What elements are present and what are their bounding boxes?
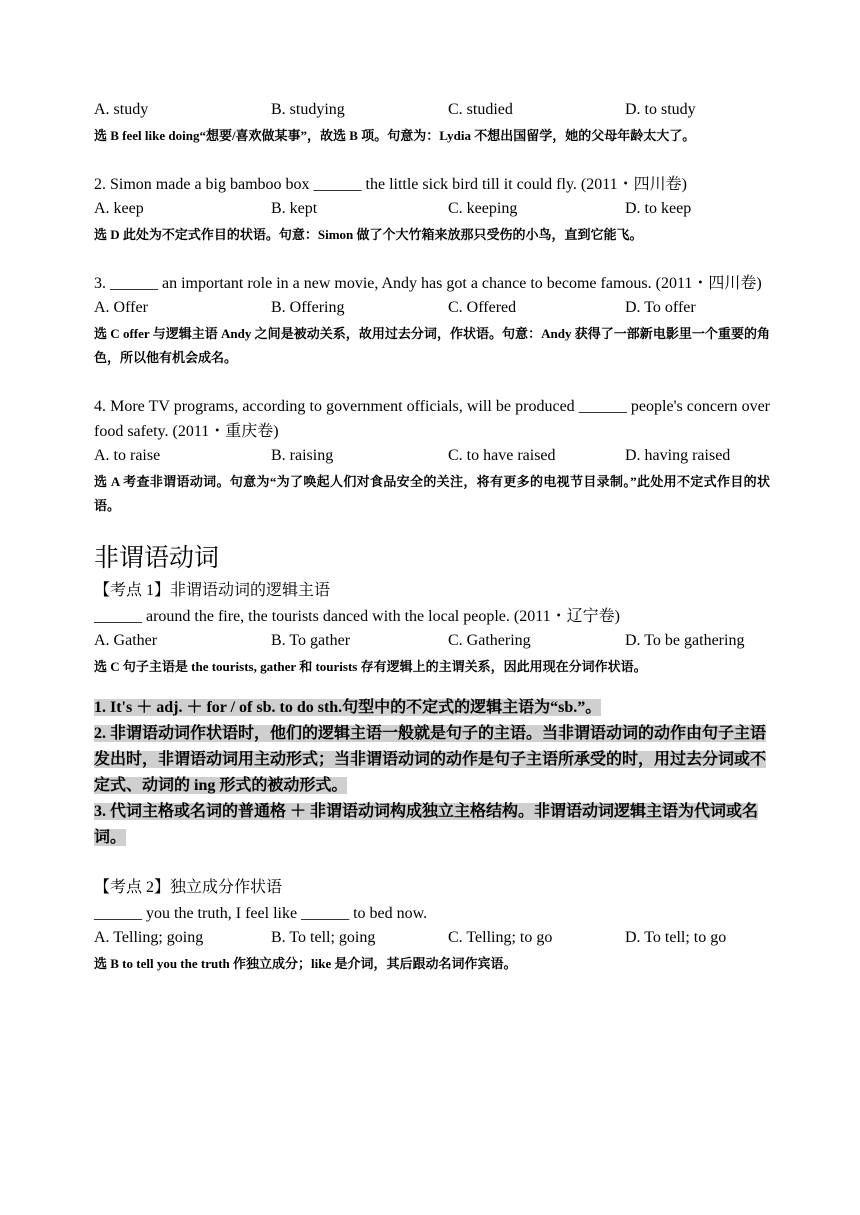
question-2-answer: 选 D 此处为不定式作目的状语。句意：Simon 做了个大竹箱来放那只受伤的小鸟，直到它能飞。 <box>94 227 643 242</box>
option-c: C. Offered <box>448 299 517 316</box>
option-a: A. Telling; going <box>94 929 204 946</box>
option-b: B. raising <box>271 447 334 464</box>
key-point-2-label: 【考点 2】独立成分作状语 <box>94 879 283 896</box>
option-d: D. to keep <box>625 200 692 217</box>
option-b: B. studying <box>271 101 345 118</box>
section-title: 非谓语动词 <box>94 543 220 572</box>
key-point-2-question: ______ you the truth, I feel like ______ to bed now. <box>94 905 428 922</box>
question-4-text: 4. More TV programs, according to government officials, will be produced ______ people's concern over food safety. (2011・重庆卷) <box>94 398 770 440</box>
option-b: B. To gather <box>271 632 351 649</box>
question-3-options <box>94 296 770 322</box>
note-2: 2. 非谓语动词作状语时，他们的逻辑主语一般就是句子的主语。当非谓语动词的动作由句子主语发出时，非谓语动词用主动形式；当非谓语动词的动作是句子主语所承受的时，用过去分词或不定式、动词的 ing 形式的被动形式。 <box>94 725 767 794</box>
option-c: C. keeping <box>448 200 518 217</box>
option-c: C. studied <box>448 101 513 118</box>
question-3-text: 3. ______ an important role in a new movie, Andy has got a chance to become famous. (2011・四川卷) <box>94 275 762 292</box>
note-3: 3. 代词主格或名词的普通格 ＋ 非谓语动词构成独立主格结构。非谓语动词逻辑主语为代词或名词。 <box>94 803 759 846</box>
key-point-1-options <box>94 629 770 655</box>
option-c: C. to have raised <box>448 447 556 464</box>
option-a: A. study <box>94 101 149 118</box>
key-point-2-answer: 选 B to tell you the truth 作独立成分；like 是介词，其后跟动名词作宾语。 <box>94 956 517 971</box>
question-4-answer: 选 A 考查非谓语动词。句意为“为了唤起人们对食品安全的关注，将有更多的电视节目录制。”此处用不定式作目的状语。 <box>94 474 770 513</box>
question-1-options <box>94 98 770 124</box>
question-2-options <box>94 197 770 223</box>
option-b: B. Offering <box>271 299 345 316</box>
option-a: A. Gather <box>94 632 158 649</box>
note-1: 1. It's ＋ adj. ＋ for / of sb. to do sth.句型中的不定式的逻辑主语为“sb.”。 <box>94 699 602 716</box>
option-d: D. To be gathering <box>625 632 745 649</box>
option-a: A. keep <box>94 200 144 217</box>
key-point-1-answer: 选 C 句子主语是 the tourists, gather 和 tourists 存有逻辑上的主谓关系，因此用现在分词作状语。 <box>94 659 647 674</box>
question-2-text: 2. Simon made a big bamboo box ______ the little sick bird till it could fly. (2011・四川卷) <box>94 176 687 193</box>
option-c: C. Telling; to go <box>448 929 553 946</box>
option-d: D. To offer <box>625 299 696 316</box>
key-point-2-options <box>94 926 770 952</box>
highlighted-notes <box>94 695 770 851</box>
question-3-answer: 选 C offer 与逻辑主语 Andy 之间是被动关系，故用过去分词，作状语。句意：Andy 获得了一部新电影里一个重要的角色，所以他有机会成名。 <box>94 326 770 365</box>
option-b: B. To tell; going <box>271 929 376 946</box>
question-4-options <box>94 444 770 470</box>
option-b: B. kept <box>271 200 318 217</box>
option-a: A. to raise <box>94 447 161 464</box>
option-c: C. Gathering <box>448 632 531 649</box>
option-d: D. to study <box>625 101 696 118</box>
key-point-1-question: ______ around the fire, the tourists danced with the local people. (2011・辽宁卷) <box>94 608 620 625</box>
option-d: D. To tell; to go <box>625 929 727 946</box>
question-1-answer: 选 B feel like doing“想要/喜欢做某事”，故选 B 项。句意为：Lydia 不想出国留学，她的父母年龄太大了。 <box>94 128 696 143</box>
key-point-1-label: 【考点 1】非谓语动词的逻辑主语 <box>94 582 331 599</box>
option-a: A. Offer <box>94 299 148 316</box>
document-page <box>94 98 770 976</box>
option-d: D. having raised <box>625 447 731 464</box>
